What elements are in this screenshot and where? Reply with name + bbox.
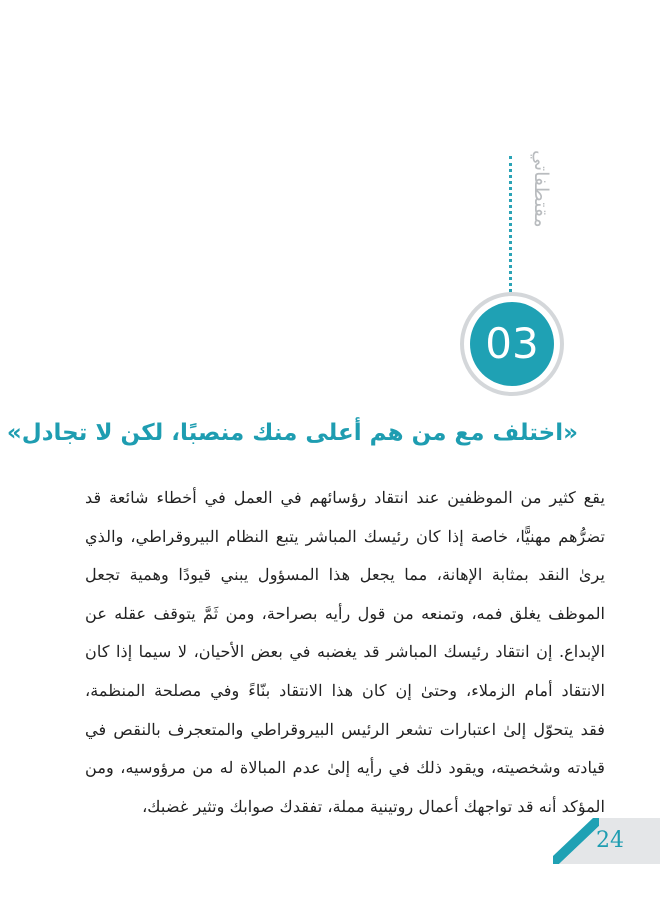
section-heading: «اختلف مع من هم أعلى منك منصبًا، لكن لا تجادل» (6, 420, 578, 446)
paragraph-line: تضرُّهم مهنيًّا، خاصة إذا كان رئيسك المباشر يتبع النظام البيروقراطي، والذي (85, 526, 605, 546)
paragraph-line: الإبداع. إن انتقاد رئيسك المباشر قد يغضبه في بعض الأحيان، لا سيما إذا كان (85, 642, 605, 662)
paragraph-line: قيادته وشخصيته، ويقود ذلك في رأيه إلىٰ عدم المبالاة له من مرؤوسيه، ومن (85, 758, 605, 778)
section-label: مقتطفاتي (530, 150, 552, 228)
paragraph-line: فقد يتحوّل إلىٰ اعتبارات تشعر الرئيس البيروقراطي والمتعجرف بالنقص في (85, 719, 605, 739)
chapter-number-badge (460, 292, 564, 396)
paragraph-line: يرىٰ النقد بمثابة الإهانة، مما يجعل هذا المسؤول يبني قيودًا وهمية تجعل (85, 565, 605, 585)
paragraph-line: الموظف يغلق فمه، وتمنعه من قول رأيه بصراحة، ومن ثَمَّ يتوقف عقله عن (85, 603, 605, 623)
chapter-number: 03 (470, 302, 554, 386)
body-paragraph (85, 479, 605, 826)
paragraph-line: المؤكد أنه قد تواجهك أعمال روتينية مملة، تفقدك صوابك وتثير غضبك، (142, 796, 605, 816)
dotted-divider (509, 156, 512, 298)
paragraph-line: الانتقاد أمام الزملاء، وحتىٰ إن كان هذا الانتقاد بنّاءً وفي مصلحة المنظمة، (85, 680, 605, 700)
page-number: 24 (596, 828, 624, 853)
paragraph-line: يقع كثير من الموظفين عند انتقاد رؤسائهم في العمل في أخطاء شائعة قد (85, 488, 605, 507)
footer-accent-stripe (553, 818, 599, 864)
